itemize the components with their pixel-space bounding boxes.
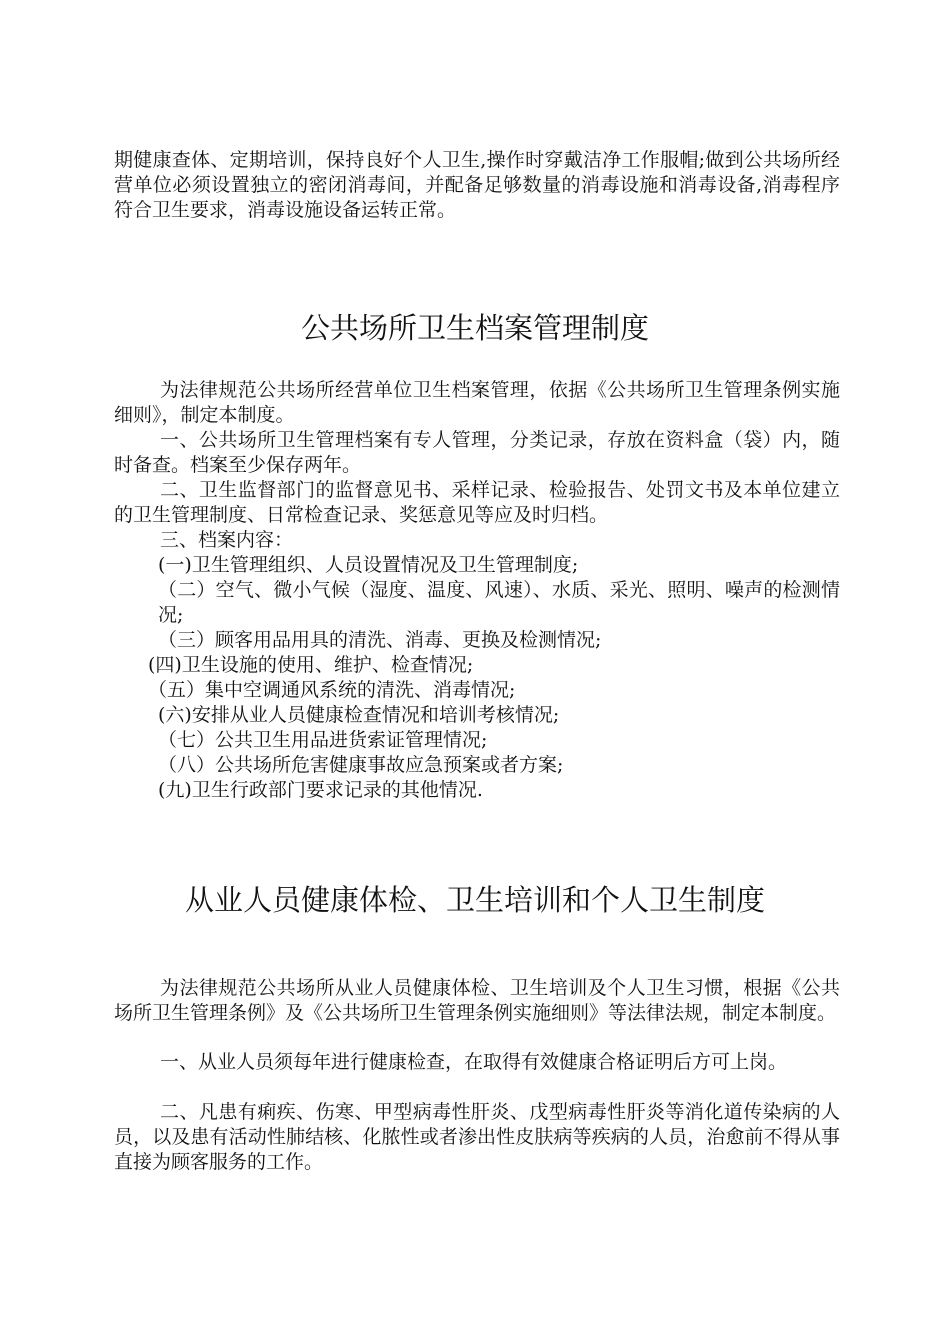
section1-item-5: （五）集中空调通风系统的清洗、消毒情况; [148, 679, 516, 701]
section1-para-1: 一、公共场所卫生管理档案有专人管理，分类记录，存放在资料盒（袋）内，随时备查。档案至少保存两年。 [114, 429, 840, 476]
intro-paragraph: 期健康查体、定期培训，保持良好个人卫生,操作时穿戴洁净工作服帽;做到公共场所经营单位必须设置独立的密闭消毒间，并配备足够数量的消毒设施和消毒设备,消毒程序符合卫生要求，消毒设施设备运转正常。 [114, 149, 840, 221]
section1-item-3: （三）顾客用品用具的清洗、消毒、更换及检测情况; [158, 629, 602, 651]
section2-para-intro: 为法律规范公共场所从业人员健康体检、卫生培训及个人卫生习惯，根据《公共场所卫生管理条例》及《公共场所卫生管理条例实施细则》等法律法规，制定本制度。 [114, 977, 840, 1024]
section1-item-2: （二）空气、微小气候（湿度、温度、风速）、水质、采光、照明、噪声的检测情况; [158, 579, 840, 626]
section1-item-7: （七）公共卫生用品进货索证管理情况; [158, 729, 488, 751]
section2-para-1: 一、从业人员须每年进行健康检查，在取得有效健康合格证明后方可上岗。 [160, 1051, 788, 1073]
section1-item-8: （八）公共场所危害健康事故应急预案或者方案; [158, 754, 564, 776]
section1-para-intro: 为法律规范公共场所经营单位卫生档案管理，依据《公共场所卫生管理条例实施细则》，制定本制度。 [114, 379, 840, 426]
section1-item-1: (一)卫生管理组织、人员设置情况及卫生管理制度; [158, 554, 579, 576]
section2-title: 从业人员健康体检、卫生培训和个人卫生制度 [184, 883, 765, 917]
section1-item-4: (四)卫生设施的使用、维护、检查情况; [148, 654, 474, 676]
section1-item-9: (九)卫生行政部门要求记录的其他情况. [158, 779, 483, 801]
section1-item-6: (六)安排从业人员健康检查情况和培训考核情况; [158, 704, 560, 726]
section1-para-3: 三、档案内容： [160, 529, 294, 551]
section1-title: 公共场所卫生档案管理制度 [300, 311, 649, 345]
section2-para-2: 二、凡患有痢疾、伤寒、甲型病毒性肝炎、戊型病毒性肝炎等消化道传染病的人员，以及患有活动性肺结核、化脓性或者渗出性皮肤病等疾病的人员，治愈前不得从事直接为顾客服务的工作。 [114, 1101, 840, 1173]
section1-para-2: 二、卫生监督部门的监督意见书、采样记录、检验报告、处罚文书及本单位建立的卫生管理制度、日常检查记录、奖惩意见等应及时归档。 [114, 479, 840, 526]
